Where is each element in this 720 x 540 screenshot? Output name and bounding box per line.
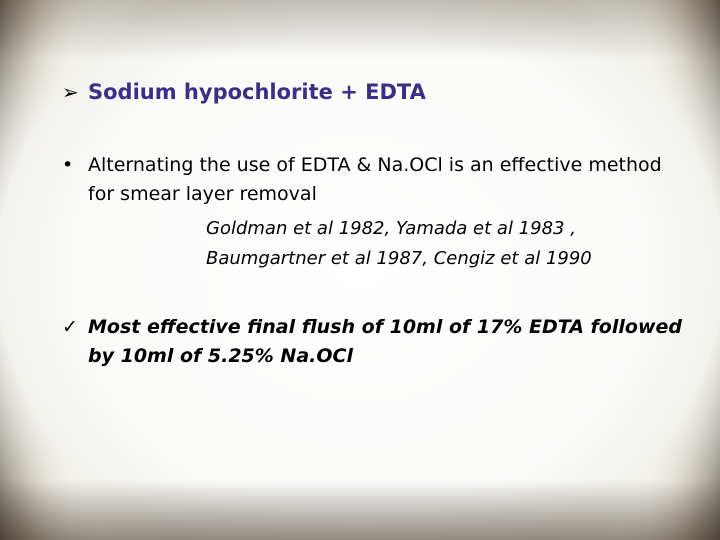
- citation-line-1: Goldman et al 1982, Yamada et al 1983 ,: [206, 218, 576, 239]
- bottom-vignette: [0, 480, 720, 540]
- bullet-paragraph: [62, 151, 682, 209]
- dot-bullet-icon: •: [62, 154, 74, 176]
- checkmark-icon: ✓: [62, 316, 78, 338]
- arrow-bullet-icon: ➢: [62, 80, 79, 104]
- citation-line-2: Baumgartner et al 1987, Cengiz et al 1990: [206, 248, 592, 269]
- heading-text: Sodium hypochlorite + EDTA: [88, 80, 426, 104]
- check-text: Most effective final flush of 10ml of 17% EDTA followed by 10ml of 5.25% Na.OCl: [88, 316, 682, 367]
- slide-heading: [62, 80, 426, 104]
- check-paragraph: [62, 313, 682, 371]
- top-vignette: [0, 0, 720, 60]
- bullet-text: Alternating the use of EDTA & Na.OCl is an effective method for smear layer removal: [88, 154, 662, 205]
- citation-block: [206, 214, 686, 274]
